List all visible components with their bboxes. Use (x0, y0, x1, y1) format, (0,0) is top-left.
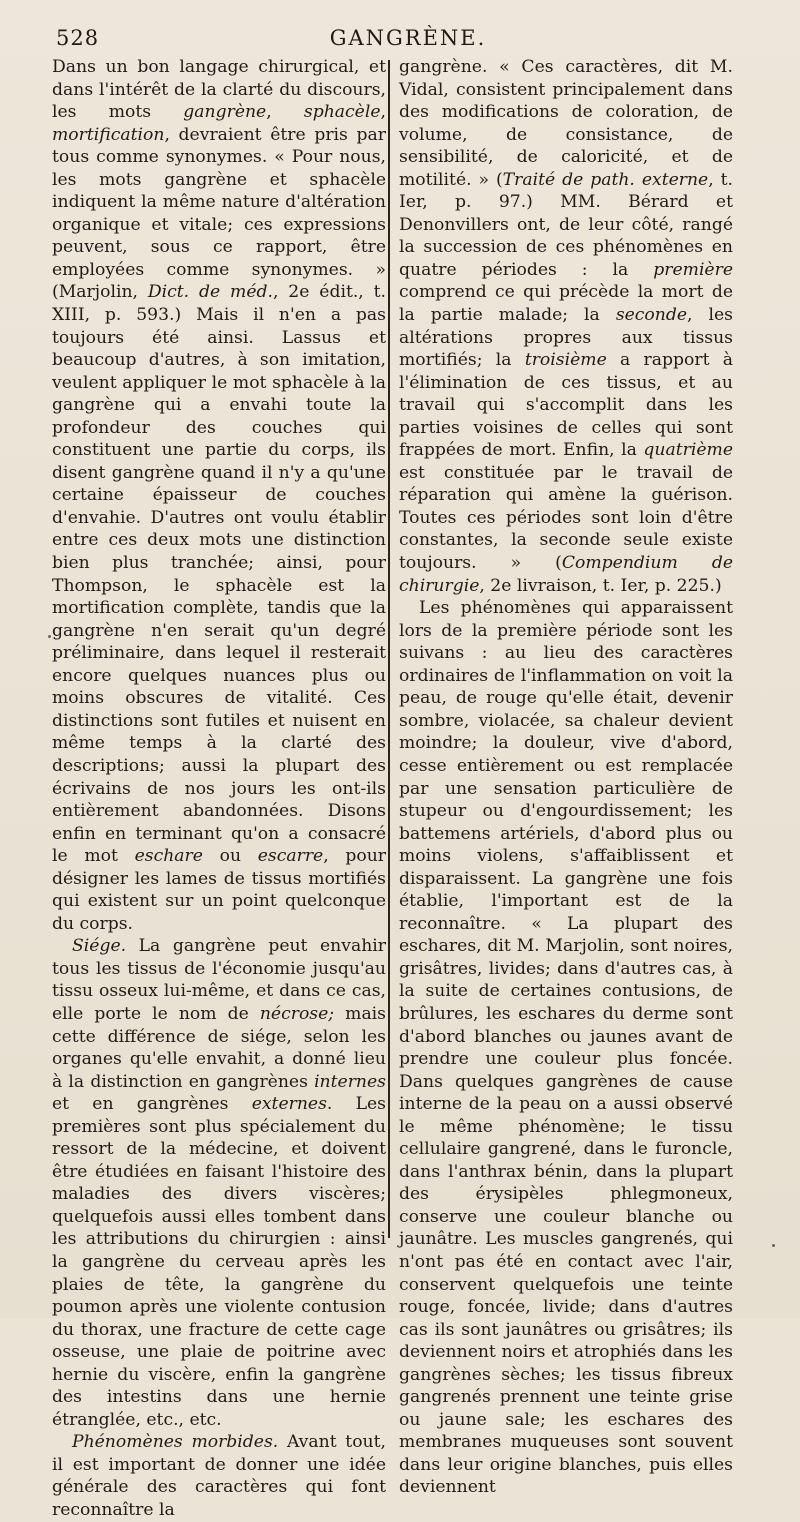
text-run: , devraient être pris par tous comme synonymes. « Pour nous, les mots gangrène et sphacèle indiquent la même nature d'altération organique et vitale; ces expressions peuvent, sous ce rapport, être employées comme synonymes. » (Marjolin, (52, 124, 386, 303)
text-run: . Les premières sont plus spécialement du ressort de la médecine, et doivent être étudiées en faisant l'histoire des maladies des divers viscères; quelquefois aussi elles tombent dans les attributions du chirurgien : ainsi la gangrène du cerveau après les plaies de tête, la gangrène du poumon après une violente contusion du thorax, une fracture de cette cage osseuse, une plaie de poitrine avec hernie du viscère, enfin la gangrène des intestins dans une hernie étranglée, etc., etc. (52, 1094, 386, 1430)
paragraph (399, 56, 733, 597)
italic-text: nécrose; (259, 1003, 335, 1024)
text-run: , (380, 102, 386, 123)
text-run: Les phénomènes qui apparaissent lors de la première période sont les suivans : au lieu des caractères ordinaires de l'inflammation on voit la peau, de rouge qu'elle était, devenir sombre, violacée, sa chaleur devient moindre; la douleur, vive d'abord, cesse entièrement ou est remplacée par une sensation particulière de stupeur ou d'engourdissement; les battemens artériels, d'abord plus ou moins violens, s'affaiblissent et disparaissent. La gangrène une fois établie, l'important est de la reconnaître. « La plupart des eschares, dit M. Marjolin, sont noires, grisâtres, livides; dans d'autres cas, à la suite de certaines contusions, de brûlures, les eschares du derme sont d'abord blanches ou jaunes avant de prendre une couleur plus foncée. Dans quelques gangrènes de cause interne de la peau on a aussi observé le même phénomène; le tissu cellulaire gangrené, dans le furoncle, dans l'anthrax bénin, dans la plupart des érysipèles phlegmoneux, conserve une couleur blanche ou jaunâtre. Les muscles gangrenés, qui n'ont pas été en contact avec l'air, conservent quelquefois une teinte rouge, foncée, livide; dans d'autres cas ils sont jaunâtres ou grisâtres; ils deviennent noirs et atrophiés dans les gangrènes sèches; les tissus fibreux gangrenés prennent une teinte grise ou jaune sale; les eschares des membranes muqueuses sont souvent dans leur origine blanches, puis elles deviennent (399, 598, 733, 1498)
italic-text: Dict. de méd. (147, 282, 273, 303)
text-run: , t. Ier, p. 97.) MM. Bérard et Denonvillers ont, de leur côté, rangé la succession de ces phénomènes en quatre périodes : la (399, 169, 733, 280)
italic-text: mortification (52, 124, 165, 145)
text-run: La gangrène peut envahir tous les tissus de l'économie jusqu'au tissu osseux lui-même, et dans ce cas, elle porte le nom de (52, 936, 386, 1024)
paragraph (52, 935, 386, 1431)
paragraph (52, 1431, 386, 1521)
text-run: , les altérations propres aux tissus mortifiés; la (399, 305, 733, 371)
print-speck (772, 1244, 775, 1247)
italic-text: externes (251, 1094, 327, 1115)
text-run: ou (202, 846, 258, 867)
paragraph (399, 597, 733, 1499)
italic-text: Compendium de chirurgie (399, 553, 733, 596)
italic-text: internes (314, 1071, 386, 1092)
italic-text: quatrième (643, 440, 733, 461)
text-run: est constituée par le travail de réparation qui amène la guérison. Toutes ces périodes sont loin d'être constantes, la seconde seule existe toujours. » ( (399, 462, 733, 574)
italic-text: eschare (134, 846, 203, 867)
text-run: comprend ce qui précède la mort de la partie malade; la (399, 282, 733, 326)
left-column (52, 56, 386, 1522)
italic-text: gangrène (183, 102, 267, 123)
text-run: a rapport à l'élimination de ces tissus, et au travail qui s'accomplit dans les parties voisines de celles qui sont frappées de mort. Enfin, la (399, 350, 734, 461)
text-run: , pour désigner les lames de tissus mortifiés qui existent sur un point quelconque du corps. (52, 846, 386, 934)
text-run: mais cette différence de siége, selon les organes qu'elle envahit, a donné lieu à la distinction en gangrènes (52, 1003, 387, 1092)
italic-text: troisième (524, 350, 607, 371)
italic-text: Phénomènes morbides. (72, 1432, 279, 1453)
italic-text: Siége. (72, 936, 127, 957)
italic-text: seconde (615, 305, 688, 326)
text-run: gangrène. « Ces caractères, dit M. Vidal, consistent principalement dans des modifications de coloration, de volume, de consistance, de sensibilité, de caloricité, et de motilité. » ( (399, 57, 733, 190)
print-speck (48, 635, 51, 638)
page-header (56, 26, 760, 54)
paragraph (52, 56, 386, 935)
page-number: 528 (56, 26, 100, 50)
italic-text: escarre (257, 846, 324, 867)
text-run: , (266, 102, 304, 123)
italic-text: Traité de path. externe (502, 169, 709, 190)
text-run: Dans un bon langage chirurgical, et dans l'intérêt de la clarté du discours, les mots (52, 57, 386, 123)
right-column (399, 56, 733, 1499)
text-run: Avant tout, il est important de donner une idée générale des caractères qui font reconnaître la (52, 1432, 386, 1520)
italic-text: première (653, 259, 733, 280)
text-run: , 2e livraison, t. Ier, p. 225.) (479, 575, 722, 596)
italic-text: sphacèle (303, 102, 381, 123)
running-title: GANGRÈNE. (329, 26, 487, 50)
text-run: et en gangrènes (52, 1094, 252, 1115)
text-run: , 2e édit., t. XIII, p. 593.) Mais il n'en a pas toujours été ainsi. Lassus et beaucoup d'autres, à son imitation, veulent appliquer le mot sphacèle à la gangrène qui a envahi toute la profondeur des couches qui constituent une partie du corps, ils disent gangrène quand il n'y a qu'une certaine épaisseur de couches d'envahie. D'autres ont voulu établir entre ces deux mots une distinction bien plus tranchée; ainsi, pour Thompson, le sphacèle est la mortification complète, tandis que la gangrène n'en serait qu'un degré préliminaire, dans lequel il resterait encore quelques nuances plus ou moins obscures de vitalité. Ces distinctions sont futiles et nuisent en même temps à la clarté des descriptions; aussi la plupart des écrivains de nos jours les ont-ils entièrement abandonnées. Disons enfin en terminant qu'on a consacré le mot (52, 282, 387, 867)
column-divider (388, 60, 390, 1238)
